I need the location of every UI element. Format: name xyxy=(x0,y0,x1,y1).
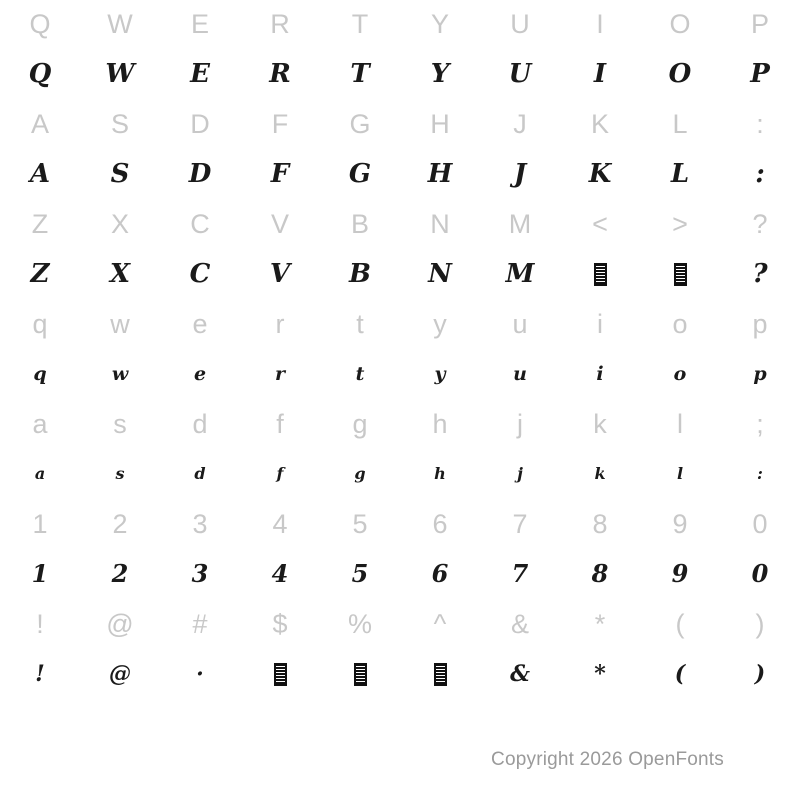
reference-glyph: # xyxy=(192,608,208,639)
sample-glyph: K xyxy=(588,159,612,189)
reference-glyph: S xyxy=(110,108,129,139)
sample-glyph: C xyxy=(189,259,211,289)
tofu-icon xyxy=(434,663,447,686)
reference-glyph: l xyxy=(677,408,683,439)
sample-glyph: M xyxy=(505,259,535,289)
sample-glyph: : xyxy=(755,159,765,189)
reference-glyph: 6 xyxy=(432,508,448,539)
sample-glyph: X xyxy=(109,259,131,289)
sample-glyph: B xyxy=(349,259,371,289)
sample-glyph: t xyxy=(355,362,365,385)
sample-glyph: i xyxy=(596,362,604,385)
reference-glyph: < xyxy=(592,208,608,239)
reference-glyph: D xyxy=(190,108,210,139)
sample-glyph: 4 xyxy=(271,559,289,588)
tofu-icon xyxy=(674,263,687,286)
reference-glyph: V xyxy=(270,208,289,239)
sample-glyph: h xyxy=(434,464,446,483)
sample-glyph: j xyxy=(517,464,523,483)
reference-glyph: L xyxy=(672,108,688,139)
sample-glyph: S xyxy=(110,159,130,189)
sample-glyph: O xyxy=(668,59,692,89)
sample-glyph: N xyxy=(428,259,452,289)
sample-glyph: @ xyxy=(109,661,131,687)
reference-glyph: P xyxy=(750,8,769,39)
reference-glyph: i xyxy=(597,308,603,339)
reference-glyph: Q xyxy=(29,8,51,39)
reference-glyph: * xyxy=(594,608,606,639)
sample-glyph: I xyxy=(593,59,607,89)
reference-glyph: q xyxy=(32,308,48,339)
sample-glyph: 5 xyxy=(351,559,369,588)
sample-glyph: ? xyxy=(752,259,768,289)
sample-glyph: g xyxy=(354,464,366,483)
reference-glyph: & xyxy=(510,608,529,639)
reference-glyph: 0 xyxy=(752,508,768,539)
reference-glyph: O xyxy=(669,8,691,39)
sample-glyph: F xyxy=(270,159,290,189)
sample-glyph: s xyxy=(115,464,125,483)
sample-glyph: P xyxy=(750,59,770,89)
reference-glyph: 1 xyxy=(32,508,48,539)
sample-glyph: r xyxy=(274,362,285,385)
sample-glyph: 1 xyxy=(31,559,49,588)
missing-glyph-box xyxy=(560,248,640,300)
reference-glyph: F xyxy=(271,108,289,139)
sample-glyph: : xyxy=(757,464,763,483)
reference-glyph: ! xyxy=(36,608,44,639)
sample-glyph: q xyxy=(33,362,47,385)
reference-glyph: ^ xyxy=(433,608,447,639)
reference-glyph: ( xyxy=(675,608,685,639)
sample-glyph: V xyxy=(269,259,291,289)
reference-glyph: ; xyxy=(756,408,764,439)
reference-glyph: u xyxy=(512,308,528,339)
tofu-icon xyxy=(354,663,367,686)
reference-glyph: ? xyxy=(752,208,768,239)
sample-glyph: * xyxy=(594,661,606,687)
reference-glyph: ) xyxy=(755,608,765,639)
reference-glyph: G xyxy=(349,108,371,139)
reference-glyph: Y xyxy=(430,8,449,39)
sample-glyph: k xyxy=(594,464,606,483)
sample-glyph: Y xyxy=(430,59,450,89)
reference-glyph: N xyxy=(430,208,450,239)
reference-glyph: w xyxy=(110,308,130,339)
reference-glyph: X xyxy=(110,208,129,239)
sample-glyph: 0 xyxy=(751,559,769,588)
reference-glyph: C xyxy=(190,208,210,239)
reference-glyph: a xyxy=(32,408,48,439)
sample-glyph: 3 xyxy=(191,559,209,588)
sample-glyph: T xyxy=(350,59,370,89)
reference-glyph: 4 xyxy=(272,508,288,539)
reference-glyph: I xyxy=(596,8,604,39)
sample-glyph: & xyxy=(510,661,530,687)
sample-glyph: u xyxy=(513,362,527,385)
reference-glyph: M xyxy=(508,208,532,239)
sample-glyph: Z xyxy=(30,259,50,289)
sample-glyph: 8 xyxy=(591,559,609,588)
sample-glyph: J xyxy=(513,159,527,189)
missing-glyph-box xyxy=(320,648,400,700)
reference-glyph: o xyxy=(672,308,688,339)
sample-glyph: 6 xyxy=(431,559,449,588)
sample-glyph: ( xyxy=(674,661,686,687)
reference-glyph: Z xyxy=(31,208,49,239)
reference-glyph: B xyxy=(350,208,369,239)
sample-glyph: f xyxy=(276,464,284,483)
reference-glyph: p xyxy=(752,308,768,339)
sample-glyph: E xyxy=(190,59,210,89)
sample-glyph: A xyxy=(29,159,51,189)
reference-glyph: 8 xyxy=(592,508,608,539)
reference-glyph: e xyxy=(192,308,208,339)
reference-glyph: h xyxy=(432,408,448,439)
sample-glyph: U xyxy=(508,59,532,89)
reference-glyph: 7 xyxy=(512,508,528,539)
sample-glyph: a xyxy=(34,464,46,483)
sample-glyph: 9 xyxy=(671,559,689,588)
reference-glyph: 5 xyxy=(352,508,368,539)
sample-glyph: w xyxy=(111,362,129,385)
reference-glyph: @ xyxy=(106,608,134,639)
sample-glyph: 7 xyxy=(511,559,529,588)
reference-glyph: A xyxy=(30,108,49,139)
reference-glyph: > xyxy=(672,208,688,239)
reference-glyph: E xyxy=(190,8,209,39)
reference-glyph: 2 xyxy=(112,508,128,539)
missing-glyph-box xyxy=(400,648,480,700)
reference-glyph: $ xyxy=(272,608,288,639)
reference-glyph: g xyxy=(352,408,368,439)
reference-glyph: k xyxy=(593,408,607,439)
sample-glyph: e xyxy=(193,362,207,385)
sample-glyph: p xyxy=(753,362,767,385)
footer xyxy=(0,720,800,800)
sample-glyph: W xyxy=(105,59,135,89)
sample-glyph: ! xyxy=(35,661,45,687)
sample-glyph: D xyxy=(188,159,212,189)
missing-glyph-box xyxy=(640,248,720,300)
sample-glyph: y xyxy=(434,362,446,385)
reference-glyph: d xyxy=(192,408,208,439)
sample-glyph: G xyxy=(348,159,372,189)
reference-glyph: U xyxy=(510,8,530,39)
sample-glyph: ) xyxy=(754,661,766,687)
reference-glyph: j xyxy=(517,408,523,439)
reference-glyph: y xyxy=(433,308,447,339)
reference-glyph: T xyxy=(351,8,369,39)
reference-glyph: s xyxy=(113,408,127,439)
reference-glyph: r xyxy=(275,308,285,339)
missing-glyph-box xyxy=(240,648,320,700)
sample-glyph: d xyxy=(194,464,206,483)
reference-glyph: W xyxy=(107,8,133,39)
reference-glyph: R xyxy=(270,8,290,39)
sample-glyph: L xyxy=(670,159,690,189)
sample-glyph: H xyxy=(427,159,453,189)
copyright-text: Copyright 2026 OpenFonts xyxy=(491,749,724,770)
reference-glyph: 9 xyxy=(672,508,688,539)
reference-glyph: t xyxy=(356,308,364,339)
tofu-icon xyxy=(274,663,287,686)
reference-glyph: : xyxy=(756,108,764,139)
reference-glyph: 3 xyxy=(192,508,208,539)
sample-glyph: Q xyxy=(28,59,52,89)
reference-glyph: K xyxy=(590,108,609,139)
sample-glyph: · xyxy=(196,661,204,687)
reference-glyph: J xyxy=(513,108,527,139)
reference-glyph: f xyxy=(276,408,284,439)
sample-glyph: R xyxy=(269,59,291,89)
sample-glyph: o xyxy=(673,362,687,385)
reference-glyph: H xyxy=(430,108,450,139)
tofu-icon xyxy=(594,263,607,286)
reference-glyph: % xyxy=(347,608,372,639)
sample-glyph: 2 xyxy=(111,559,129,588)
sample-glyph: l xyxy=(676,464,684,483)
